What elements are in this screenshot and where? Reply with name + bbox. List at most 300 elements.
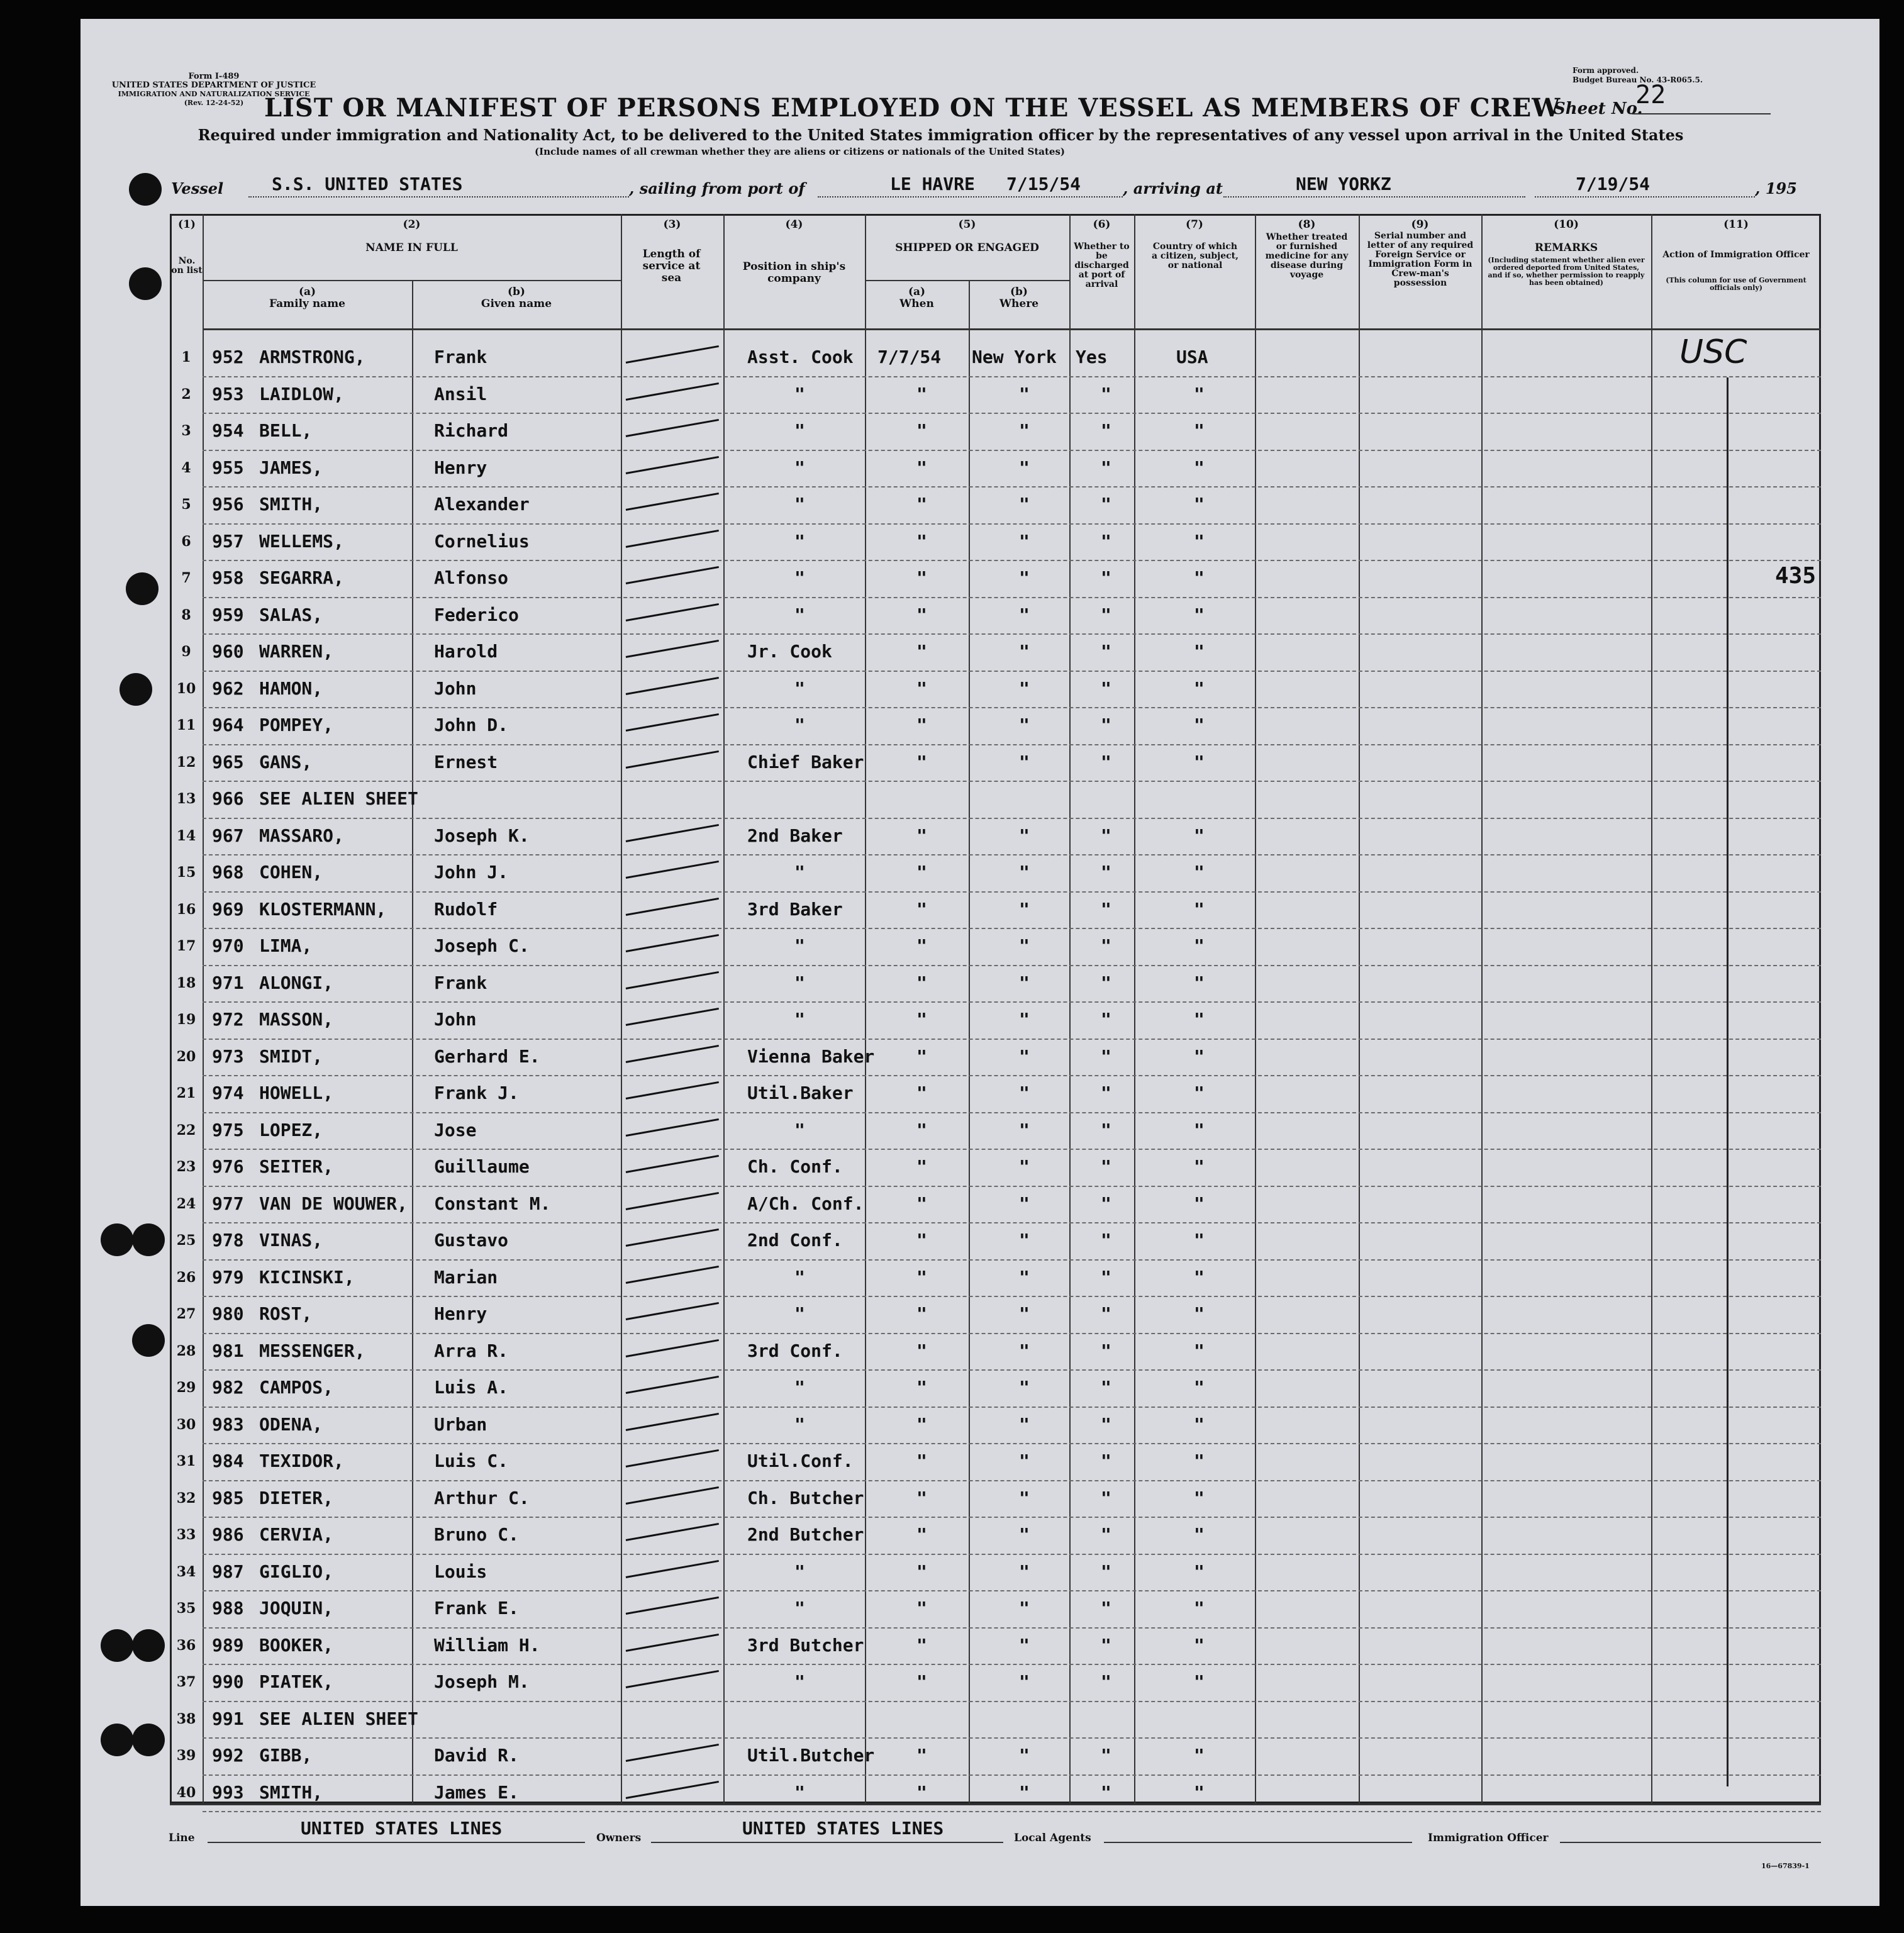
position: 2nd Baker — [747, 825, 843, 846]
crew-number: 976 — [212, 1156, 244, 1177]
position: " — [794, 1561, 805, 1582]
family-name: VINAS, — [259, 1230, 323, 1251]
discharged: " — [1101, 1413, 1111, 1435]
shipped-when: " — [916, 898, 927, 920]
row-number: 14 — [176, 827, 196, 844]
given-name: Frank E. — [434, 1598, 519, 1618]
shipped-when: " — [916, 1524, 927, 1545]
given-name: Jose — [434, 1119, 477, 1140]
row-number: 38 — [176, 1710, 196, 1727]
position: " — [794, 1413, 805, 1435]
country: " — [1194, 420, 1205, 441]
family-name: KLOSTERMANN, — [259, 898, 387, 920]
row-number: 29 — [176, 1379, 196, 1396]
shipped-where: " — [1019, 972, 1030, 993]
position: " — [794, 604, 805, 625]
crew-number: 968 — [212, 862, 244, 883]
family-name: LOPEZ, — [259, 1119, 323, 1140]
arriving-line — [1223, 196, 1525, 198]
col11-number: (11) — [1723, 218, 1749, 231]
vessel-label: Vessel — [171, 179, 224, 198]
country: " — [1194, 751, 1205, 772]
row-divider — [203, 597, 1821, 598]
family-name: JAMES, — [259, 457, 323, 478]
family-name: GANS, — [259, 751, 313, 772]
shipped-when: " — [916, 862, 927, 883]
position: Util.Conf. — [747, 1451, 854, 1471]
discharged: " — [1101, 383, 1111, 404]
col5a-header: (a) When — [899, 286, 934, 310]
shipped-where: " — [1019, 1156, 1030, 1177]
country: " — [1194, 1671, 1205, 1692]
date-line — [1535, 196, 1755, 198]
row-divider — [203, 450, 1821, 451]
crew-number: 967 — [212, 825, 244, 846]
given-name: Federico — [434, 604, 519, 625]
discharged: " — [1101, 530, 1111, 552]
col5b-header: (b) Where — [999, 286, 1039, 310]
shipped-where: " — [1019, 1193, 1030, 1214]
row-divider — [203, 1737, 1821, 1739]
position: Util.Butcher — [747, 1745, 875, 1766]
family-name: JOQUIN, — [259, 1598, 334, 1618]
family-name: POMPEY, — [259, 715, 334, 735]
col-rule — [969, 280, 970, 1803]
given-name: Bruno C. — [434, 1524, 519, 1545]
shipped-where: " — [1019, 420, 1030, 441]
given-name: Ernest — [434, 751, 498, 772]
immigration-officer-label: Immigration Officer — [1428, 1832, 1549, 1844]
discharged: " — [1101, 420, 1111, 441]
col-rule — [1481, 214, 1483, 1803]
shipped-where: " — [1019, 677, 1030, 699]
row-divider — [203, 1554, 1821, 1555]
shipped-when: " — [916, 1193, 927, 1214]
shipped-where: " — [1019, 1083, 1030, 1103]
col-rule — [723, 214, 725, 1803]
row-divider — [203, 1186, 1821, 1187]
col-rule — [1069, 214, 1071, 1803]
row-number: 32 — [176, 1490, 196, 1507]
punch-hole — [120, 673, 152, 706]
arrival-port: NEW YORKZ — [1296, 174, 1391, 194]
shipped-when: " — [916, 1266, 927, 1288]
col10-number: (10) — [1554, 218, 1579, 231]
discharged: " — [1101, 1083, 1111, 1103]
col3-number: (3) — [663, 218, 681, 231]
row-divider — [203, 1774, 1821, 1776]
country: " — [1194, 530, 1205, 552]
discharged: " — [1101, 1451, 1111, 1471]
shipped-where: " — [1019, 457, 1030, 478]
punch-hole — [126, 572, 159, 605]
col11-note: (This column for use of Government officials only) — [1666, 276, 1807, 292]
row-number: 37 — [176, 1674, 196, 1690]
punch-hole — [129, 173, 162, 206]
row-number: 33 — [176, 1527, 196, 1543]
discharged: " — [1101, 1156, 1111, 1177]
discharged: " — [1101, 641, 1111, 662]
position: " — [794, 1598, 805, 1618]
row-divider — [203, 1149, 1821, 1150]
crew-number: 977 — [212, 1193, 244, 1214]
crew-number: 975 — [212, 1119, 244, 1140]
punch-hole — [101, 1223, 133, 1256]
country: " — [1194, 1230, 1205, 1251]
family-name: ROST, — [259, 1303, 313, 1324]
discharged: " — [1101, 825, 1111, 846]
position: " — [794, 457, 805, 478]
shipped-when: " — [916, 935, 927, 956]
punch-hole — [129, 267, 162, 300]
family-name: SMIDT, — [259, 1045, 323, 1067]
col6-header: Whether to be discharged at port of arrival — [1074, 242, 1130, 289]
crew-table — [170, 214, 1821, 1803]
family-name: BELL, — [259, 420, 313, 441]
family-name: SMITH, — [259, 494, 323, 515]
given-name: Guillaume — [434, 1156, 530, 1177]
shipped-where: " — [1019, 1561, 1030, 1582]
shipped-where: " — [1019, 1781, 1030, 1803]
row-number: 30 — [176, 1416, 196, 1433]
given-name: John — [434, 677, 477, 699]
row-divider — [203, 1664, 1821, 1665]
usc-annotation: USC — [1679, 333, 1747, 371]
crew-number: 973 — [212, 1045, 244, 1067]
shipped-when: " — [916, 1671, 927, 1692]
shipped-where: " — [1019, 1377, 1030, 1398]
discharged: " — [1101, 1745, 1111, 1766]
discharged: Yes — [1076, 347, 1108, 367]
punch-hole — [101, 1724, 133, 1756]
family-name: GIBB, — [259, 1745, 313, 1766]
position: " — [794, 1671, 805, 1692]
col-rule — [1134, 214, 1135, 1803]
given-name: Richard — [434, 420, 509, 441]
country: " — [1194, 641, 1205, 662]
row-number: 8 — [181, 606, 191, 623]
shipped-where: " — [1019, 567, 1030, 588]
shipped-where: " — [1019, 1745, 1030, 1766]
row-number: 16 — [176, 901, 196, 918]
discharged: " — [1101, 935, 1111, 956]
position: " — [794, 1303, 805, 1324]
shipped-where: " — [1019, 935, 1030, 956]
row-divider — [203, 486, 1821, 487]
crew-number: 980 — [212, 1303, 244, 1324]
row-number: 1 — [181, 349, 191, 365]
discharged: " — [1101, 1193, 1111, 1214]
approval-text: Form approved. — [1573, 66, 1639, 75]
col2b-header: (b) Given name — [481, 286, 552, 310]
given-name: Rudolf — [434, 898, 498, 920]
shipped-when: " — [916, 1487, 927, 1508]
row-number: 20 — [176, 1048, 196, 1065]
country: " — [1194, 1745, 1205, 1766]
country: " — [1194, 1634, 1205, 1656]
row-divider — [203, 1259, 1821, 1261]
position: Util.Baker — [747, 1083, 854, 1103]
country: " — [1194, 1413, 1205, 1435]
country: " — [1194, 494, 1205, 515]
row-number: 40 — [176, 1784, 196, 1801]
sailing-date: 7/15/54 — [1006, 174, 1081, 194]
given-name: Joseph M. — [434, 1671, 530, 1692]
discharged: " — [1101, 1671, 1111, 1692]
row-number: 10 — [176, 680, 196, 697]
crew-number: 991 — [212, 1708, 244, 1729]
col4-header: Position in ship's company — [742, 260, 846, 285]
country: " — [1194, 898, 1205, 920]
shipped-where: " — [1019, 1340, 1030, 1361]
row-number: 13 — [176, 791, 196, 807]
country: " — [1194, 1377, 1205, 1398]
local-agents-underline — [1104, 1842, 1412, 1843]
shipped-where: " — [1019, 1303, 1030, 1324]
crew-number: 992 — [212, 1745, 244, 1766]
discharged: " — [1101, 1524, 1111, 1545]
shipped-when: " — [916, 972, 927, 993]
country: " — [1194, 935, 1205, 956]
immigration-officer-underline — [1560, 1842, 1821, 1843]
vessel-name: S.S. UNITED STATES — [272, 174, 463, 194]
position: Jr. Cook — [747, 641, 832, 662]
crew-number: 955 — [212, 457, 244, 478]
row-divider — [203, 707, 1821, 708]
country: " — [1194, 825, 1205, 846]
discharged: " — [1101, 457, 1111, 478]
position: " — [794, 1119, 805, 1140]
family-name: SMITH, — [259, 1781, 323, 1803]
given-name: Luis C. — [434, 1451, 509, 1471]
crew-number: 970 — [212, 935, 244, 956]
shipped-when: " — [916, 715, 927, 735]
family-name: ODENA, — [259, 1413, 323, 1435]
row-divider — [203, 781, 1821, 782]
position: Asst. Cook — [747, 347, 854, 367]
shipped-when: " — [916, 1045, 927, 1067]
row-number: 24 — [176, 1195, 196, 1212]
col-rule — [865, 214, 866, 1803]
given-name: Urban — [434, 1413, 487, 1435]
position: Vienna Baker — [747, 1045, 875, 1067]
shipped-when: " — [916, 383, 927, 404]
crew-number: 962 — [212, 677, 244, 699]
row-divider — [203, 1369, 1821, 1371]
row-divider — [203, 818, 1821, 819]
given-name: Cornelius — [434, 530, 530, 552]
position: " — [794, 1266, 805, 1288]
row-divider — [203, 1407, 1821, 1408]
family-name: SEE ALIEN SHEET — [259, 1708, 418, 1729]
row-divider — [203, 523, 1821, 525]
row-divider — [203, 1222, 1821, 1223]
page-stamp-number: 435 — [1775, 563, 1817, 589]
punch-hole — [132, 1223, 165, 1256]
row-divider — [203, 891, 1821, 893]
given-name: Henry — [434, 457, 487, 478]
shipped-when: " — [916, 1303, 927, 1324]
row-divider — [203, 1701, 1821, 1702]
country: " — [1194, 972, 1205, 993]
owners-underline — [651, 1842, 1003, 1843]
sailing-label: , sailing from port of — [629, 179, 805, 198]
shipped-where: " — [1019, 494, 1030, 515]
col3-header: Length of service at sea — [642, 248, 701, 284]
family-name: MASSARO, — [259, 825, 344, 846]
family-name: CERVIA, — [259, 1524, 334, 1545]
position: " — [794, 862, 805, 883]
shipped-where: " — [1019, 1230, 1030, 1251]
arriving-label: , arriving at — [1123, 179, 1223, 198]
crew-number: 983 — [212, 1413, 244, 1435]
country: " — [1194, 1781, 1205, 1803]
family-name: ARMSTRONG, — [259, 347, 365, 367]
discharged: " — [1101, 1045, 1111, 1067]
shipped-where: " — [1019, 1266, 1030, 1288]
row-number: 15 — [176, 864, 196, 881]
row-divider — [203, 413, 1821, 414]
row-number: 35 — [176, 1600, 196, 1617]
given-name: Gustavo — [434, 1230, 509, 1251]
family-name: SEITER, — [259, 1156, 334, 1177]
discharged: " — [1101, 1634, 1111, 1656]
col11-header: Action of Immigration Officer — [1662, 250, 1810, 260]
col6-number: (6) — [1093, 218, 1111, 231]
family-name: SEE ALIEN SHEET — [259, 788, 418, 809]
family-name: WELLEMS, — [259, 530, 344, 552]
shipped-when: " — [916, 677, 927, 699]
row-number: 39 — [176, 1747, 196, 1764]
position: " — [794, 972, 805, 993]
given-name: Frank — [434, 972, 487, 993]
department: UNITED STATES DEPARTMENT OF JUSTICE — [111, 81, 316, 90]
form-number: Form I-489 — [188, 72, 240, 81]
crew-number: 952 — [212, 347, 244, 367]
discharged: " — [1101, 715, 1111, 735]
shipped-where: " — [1019, 1487, 1030, 1508]
country: USA — [1176, 347, 1208, 367]
shipped-where: " — [1019, 862, 1030, 883]
given-name: Frank J. — [434, 1083, 519, 1103]
family-name: DIETER, — [259, 1487, 334, 1508]
row-divider — [203, 633, 1821, 635]
discharged: " — [1101, 1230, 1111, 1251]
family-name: KICINSKI, — [259, 1266, 355, 1288]
col-rule — [1255, 214, 1256, 1803]
row-number: 28 — [176, 1342, 196, 1359]
position: Ch. Conf. — [747, 1156, 843, 1177]
crew-number: 958 — [212, 567, 244, 588]
crew-number: 974 — [212, 1083, 244, 1103]
position: " — [794, 1781, 805, 1803]
crew-number: 953 — [212, 383, 244, 404]
col-rule — [412, 280, 413, 1803]
row-divider — [203, 1480, 1821, 1481]
col9-header: Serial number and letter of any required Foreign Service or Immigration Form in Crew-man's possession — [1367, 231, 1474, 288]
family-name: VAN DE WOUWER, — [259, 1193, 408, 1214]
print-code: 16—67839-1 — [1761, 1862, 1810, 1870]
shipped-where: " — [1019, 530, 1030, 552]
col-rule — [203, 214, 204, 1803]
shipped-where: " — [1019, 1671, 1030, 1692]
row-number: 11 — [176, 717, 196, 733]
col5-number: (5) — [958, 218, 976, 231]
discharged: " — [1101, 1303, 1111, 1324]
given-name: Constant M. — [434, 1193, 551, 1214]
row-number: 31 — [176, 1453, 196, 1469]
row-number: 6 — [181, 533, 191, 550]
row-divider — [203, 1001, 1821, 1003]
row-number: 7 — [181, 570, 191, 586]
given-name: Louis — [434, 1561, 487, 1582]
owners-value: UNITED STATES LINES — [742, 1818, 944, 1839]
discharged: " — [1101, 1598, 1111, 1618]
crew-number: 987 — [212, 1561, 244, 1582]
shipped-when: " — [916, 1230, 927, 1251]
given-name: John — [434, 1009, 477, 1030]
shipped-when: " — [916, 1119, 927, 1140]
sheet-number: 22 — [1635, 81, 1666, 109]
country: " — [1194, 1303, 1205, 1324]
given-name: William H. — [434, 1634, 540, 1656]
row-divider — [203, 1039, 1821, 1040]
shipped-when: " — [916, 825, 927, 846]
row-divider — [203, 1590, 1821, 1591]
col-rule — [1651, 214, 1652, 1803]
crew-number: 993 — [212, 1781, 244, 1803]
family-name: ALONGI, — [259, 972, 334, 993]
row-divider — [203, 965, 1821, 966]
given-name: Gerhard E. — [434, 1045, 540, 1067]
country: " — [1194, 1266, 1205, 1288]
shipped-when: " — [916, 1340, 927, 1361]
discharged: " — [1101, 567, 1111, 588]
row-number: 9 — [181, 643, 191, 660]
shipped-where: " — [1019, 1451, 1030, 1471]
sheet-underline — [1632, 113, 1771, 114]
row-divider — [203, 671, 1821, 672]
col4-number: (4) — [785, 218, 803, 231]
row-number: 25 — [176, 1232, 196, 1249]
position: " — [794, 935, 805, 956]
country: " — [1194, 1009, 1205, 1030]
row-number: 18 — [176, 974, 196, 991]
shipped-when: " — [916, 604, 927, 625]
row-number: 21 — [176, 1085, 196, 1101]
family-name: TEXIDOR, — [259, 1451, 344, 1471]
given-name: Ansil — [434, 383, 487, 404]
discharged: " — [1101, 604, 1111, 625]
shipped-when: " — [916, 1083, 927, 1103]
row-number: 34 — [176, 1563, 196, 1580]
line-underline — [208, 1842, 585, 1843]
table-bottom-rule — [170, 1803, 1821, 1805]
given-name: Joseph K. — [434, 825, 530, 846]
crew-number: 981 — [212, 1340, 244, 1361]
country: " — [1194, 457, 1205, 478]
given-name: Luis A. — [434, 1377, 509, 1398]
row-divider — [203, 854, 1821, 855]
family-name: LIMA, — [259, 935, 313, 956]
row-divider — [203, 1333, 1821, 1334]
header-bottom-rule — [203, 328, 1821, 330]
row-number: 3 — [181, 423, 191, 439]
row-divider — [203, 1517, 1821, 1518]
punch-hole — [132, 1324, 165, 1357]
position: 3rd Butcher — [747, 1634, 864, 1656]
country: " — [1194, 604, 1205, 625]
